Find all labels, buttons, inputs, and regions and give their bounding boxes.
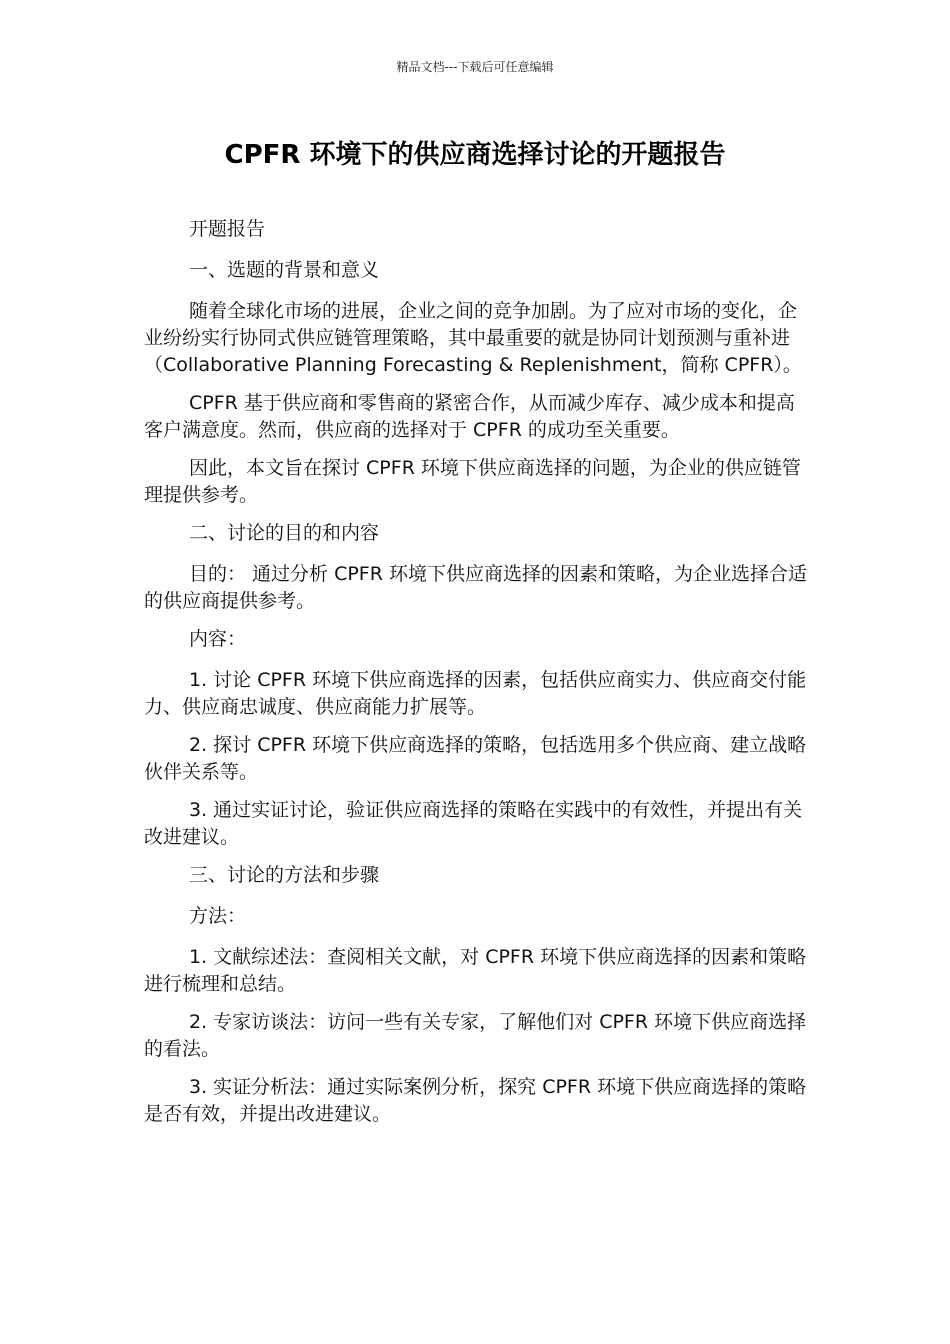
paragraph-purpose: 目的： 通过分析 CPFR 环境下供应商选择的因素和策略，为企业选择合适的供应商提供参考。 xyxy=(144,563,807,612)
list-item-method-1: 1. 文献综述法：查阅相关文献，对 CPFR 环境下供应商选择的因素和策略进行梳理和总结。 xyxy=(144,946,807,995)
list-item-content-3: 3. 通过实证讨论，验证供应商选择的策略在实践中的有效性，并提出有关改进建议。 xyxy=(144,799,803,848)
paragraph-background-3: 因此，本文旨在探讨 CPFR 环境下供应商选择的问题，为企业的供应链管理提供参考。 xyxy=(144,457,801,506)
list-item-content-1: 1. 讨论 CPFR 环境下供应商选择的因素，包括供应商实力、供应商交付能力、供应商忠诚度、供应商能力扩展等。 xyxy=(144,669,807,718)
paragraph-background-2: CPFR 基于供应商和零售商的紧密合作，从而减少库存、减少成本和提高客户满意度。然而，供应商的选择对于 CPFR 的成功至关重要。 xyxy=(144,392,795,441)
paragraph-background-1: 随着全球化市场的进展，企业之间的竞争加剧。为了应对市场的变化，企业纷纷实行协同式供应链管理策略，其中最重要的就是协同计划预测与重补进（Collaborative Planning Forecasting & Replenishment，简称 CPFR）。 xyxy=(144,300,802,376)
methods-label: 方法： xyxy=(189,905,247,927)
document-body xyxy=(144,216,808,1139)
list-item-content-2: 2. 探讨 CPFR 环境下供应商选择的策略，包括选用多个供应商、建立战略伙伴关系等。 xyxy=(144,734,807,783)
section-heading-purpose: 二、讨论的目的和内容 xyxy=(189,522,380,544)
section-label-report: 开题报告 xyxy=(189,218,266,240)
list-item-method-3: 3. 实证分析法：通过实际案例分析，探究 CPFR 环境下供应商选择的策略是否有效，并提出改进建议。 xyxy=(144,1076,807,1125)
document-title: CPFR 环境下的供应商选择讨论的开题报告 xyxy=(224,140,726,170)
section-heading-background: 一、选题的背景和意义 xyxy=(189,259,380,281)
section-heading-methods: 三、讨论的方法和步骤 xyxy=(189,864,380,886)
content-label: 内容： xyxy=(189,628,247,650)
header-note: 精品文档---下载后可任意编辑 xyxy=(396,60,554,74)
list-item-method-2: 2. 专家访谈法：访问一些有关专家，了解他们对 CPFR 环境下供应商选择的看法。 xyxy=(144,1011,807,1060)
